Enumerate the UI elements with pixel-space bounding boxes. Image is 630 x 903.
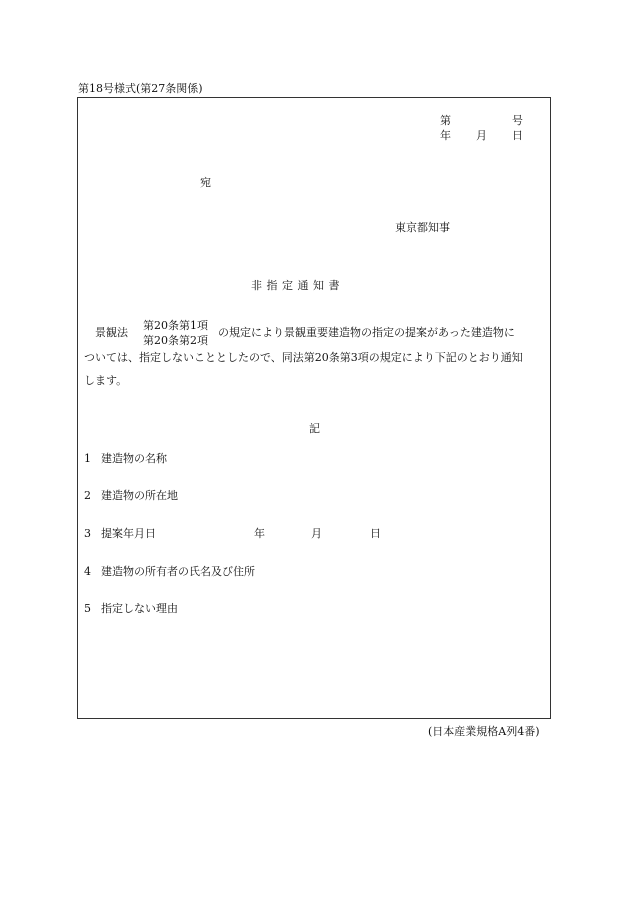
list-item-name [84, 453, 167, 464]
item-number: 2 [84, 489, 91, 502]
proposal-date-year: 年 [254, 527, 265, 540]
document-number-suffix: 号 [512, 114, 523, 127]
ki-heading: 記 [309, 422, 320, 435]
list-item-proposal-date [84, 528, 156, 539]
paper-spec-note: (日本産業規格A列4番) [428, 725, 540, 738]
item-label: 建造物の所在地 [101, 489, 178, 502]
item-number: 4 [84, 565, 91, 578]
document-number-prefix: 第 [440, 114, 451, 127]
list-item-location [84, 490, 178, 501]
body-line-1: の規定により景観重要建造物の指定の提案があった建造物に [218, 326, 515, 339]
list-item-owner [84, 566, 255, 577]
clause-option-a: 第20条第1項 [143, 319, 208, 332]
date-month: 月 [476, 129, 487, 142]
proposal-date-month: 月 [311, 527, 322, 540]
item-label: 建造物の所有者の氏名及び住所 [101, 565, 255, 578]
body-line-2: ついては、指定しないこととしたので、同法第20条第3項の規定により下記のとおり通知 [84, 351, 523, 364]
date-day: 日 [512, 129, 523, 142]
document-frame [77, 97, 551, 719]
clause-option-b: 第20条第2項 [143, 334, 208, 347]
proposal-date-day: 日 [370, 527, 381, 540]
form-label: 第18号様式(第27条関係) [78, 82, 203, 95]
item-number: 5 [84, 602, 91, 615]
item-label: 提案年月日 [101, 527, 156, 540]
body-line-3: します。 [84, 374, 128, 387]
item-label: 建造物の名称 [101, 452, 167, 465]
document-title: 非 指 定 通 知 書 [251, 279, 340, 292]
item-label: 指定しない理由 [101, 602, 178, 615]
addressee-suffix: 宛 [200, 176, 211, 189]
item-number: 3 [84, 527, 91, 540]
issuer: 東京都知事 [395, 221, 450, 234]
law-name: 景観法 [95, 326, 128, 339]
list-item-reason [84, 603, 178, 614]
item-number: 1 [84, 452, 91, 465]
date-year: 年 [440, 129, 451, 142]
